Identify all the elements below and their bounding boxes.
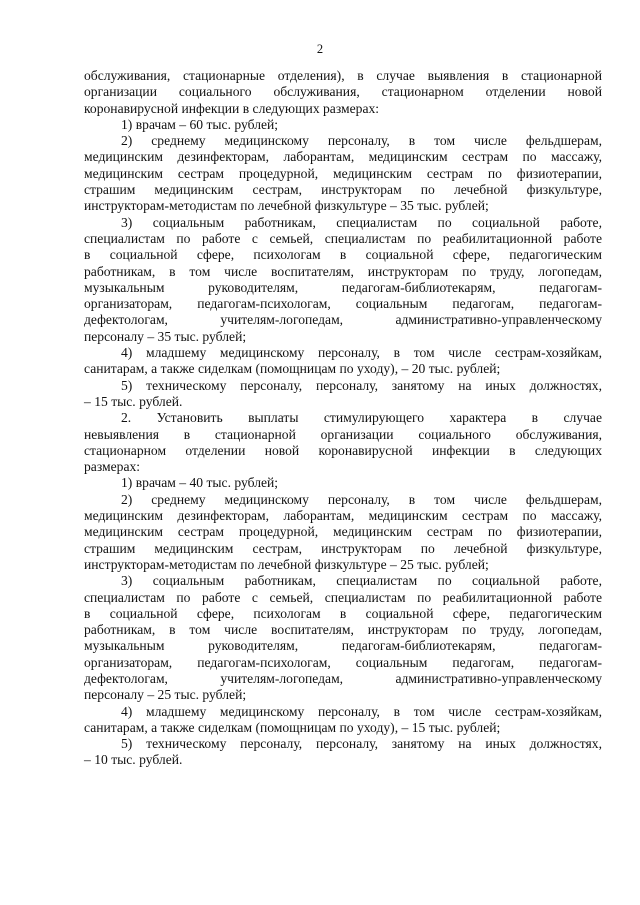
paragraph-section2-item4	[84, 704, 602, 737]
text-line: медицинским сестрам процедурной, медицинским сестрам по физиотерапии,	[84, 524, 602, 540]
paragraph-section1-item4	[84, 345, 602, 378]
text-line: организации социального обслуживания, стационарном отделении новой	[84, 84, 602, 100]
text-line: – 15 тыс. рублей.	[84, 393, 183, 409]
text-line: санитарам, а также сиделкам (помощницам по уходу), – 15 тыс. рублей;	[84, 719, 501, 735]
text-line: медицинским дезинфекторам, лаборантам, медицинским сестрам по массажу,	[84, 149, 602, 165]
text-line: невыявления в стационарной организации социального обслуживания,	[84, 426, 602, 442]
text-line: 2. Установить выплаты стимулирующего характера в случае	[121, 410, 602, 426]
text-line: в социальной сфере, психологам в социальной сфере, педагогическим	[84, 605, 602, 621]
paragraph-section1-item5	[84, 378, 602, 411]
text-line: 5) техническому персоналу, персоналу, занятому на иных должностях,	[121, 736, 602, 752]
text-line: дефектологам, учителям-логопедам, административно-управленческому	[84, 312, 602, 328]
text-line: инструкторам-методистам по лечебной физкультуре – 35 тыс. рублей;	[84, 198, 489, 214]
text-line: страшим медицинским сестрам, инструкторам по лечебной физкультуре,	[84, 540, 602, 556]
text-line: 2) среднему медицинскому персоналу, в том числе фельдшерам,	[121, 491, 602, 507]
text-line: обслуживания, стационарные отделения), в случае выявления в стационарной	[84, 68, 602, 83]
paragraph-section1-item3	[84, 215, 602, 345]
text-line: работникам, в том числе воспитателям, инструкторам по труду, логопедам,	[84, 263, 602, 279]
text-line: работникам, в том числе воспитателям, инструкторам по труду, логопедам,	[84, 622, 602, 638]
paragraph-section1-item1	[84, 117, 602, 133]
text-line: медицинским сестрам процедурной, медицинским сестрам по физиотерапии,	[84, 165, 602, 181]
text-line: в социальной сфере, психологам в социальной сфере, педагогическим	[84, 247, 602, 263]
text-line: персоналу – 25 тыс. рублей;	[84, 687, 247, 703]
paragraph-intro-continuation	[84, 68, 602, 117]
text-line: дефектологам, учителям-логопедам, административно-управленческому	[84, 670, 602, 686]
page-number: 2	[316, 42, 324, 56]
text-line: санитарам, а также сиделкам (помощницам по уходу), – 20 тыс. рублей;	[84, 361, 501, 377]
text-line: 1) врачам – 60 тыс. рублей;	[121, 116, 279, 132]
text-line: музыкальным руководителям, педагогам-библиотекарям, педагогам-	[84, 279, 602, 295]
paragraph-section2-item5	[84, 736, 602, 769]
text-line: специалистам по работе с семьей, специалистам по реабилитационной работе	[84, 230, 602, 246]
text-line: специалистам по работе с семьей, специалистам по реабилитационной работе	[84, 589, 602, 605]
text-line: 4) младшему медицинскому персоналу, в том числе сестрам-хозяйкам,	[121, 703, 602, 719]
text-line: размерах:	[84, 459, 141, 475]
paragraph-section2-item2	[84, 492, 602, 573]
text-line: 2) среднему медицинскому персоналу, в том числе фельдшерам,	[121, 133, 602, 149]
paragraph-section2-item1	[84, 475, 602, 491]
paragraph-section1-item2	[84, 133, 602, 214]
text-line: 4) младшему медицинскому персоналу, в том числе сестрам-хозяйкам,	[121, 345, 602, 361]
text-line: коронавирусной инфекции в следующих размерах:	[84, 100, 380, 116]
text-line: 5) техническому персоналу, персоналу, занятому на иных должностях,	[121, 377, 602, 393]
text-line: стационарном отделении новой коронавирусной инфекции в следующих	[84, 442, 602, 458]
text-line: страшим медицинским сестрам, инструкторам по лечебной физкультуре,	[84, 182, 602, 198]
text-line: инструкторам-методистам по лечебной физкультуре – 25 тыс. рублей;	[84, 556, 489, 572]
text-line: медицинским дезинфекторам, лаборантам, медицинским сестрам по массажу,	[84, 508, 602, 524]
document-body	[84, 68, 602, 769]
text-line: музыкальным руководителям, педагогам-библиотекарям, педагогам-	[84, 638, 602, 654]
text-line: – 10 тыс. рублей.	[84, 752, 183, 768]
text-line: 3) социальным работникам, специалистам по социальной работе,	[121, 573, 602, 589]
text-line: организаторам, педагогам-психологам, социальным педагогам, педагогам-	[84, 654, 602, 670]
text-line: 1) врачам – 40 тыс. рублей;	[121, 475, 279, 491]
paragraph-section2-heading	[84, 410, 602, 475]
paragraph-section2-item3	[84, 573, 602, 703]
text-line: персоналу – 35 тыс. рублей;	[84, 328, 247, 344]
text-line: организаторам, педагогам-психологам, социальным педагогам, педагогам-	[84, 296, 602, 312]
text-line: 3) социальным работникам, специалистам по социальной работе,	[121, 214, 602, 230]
